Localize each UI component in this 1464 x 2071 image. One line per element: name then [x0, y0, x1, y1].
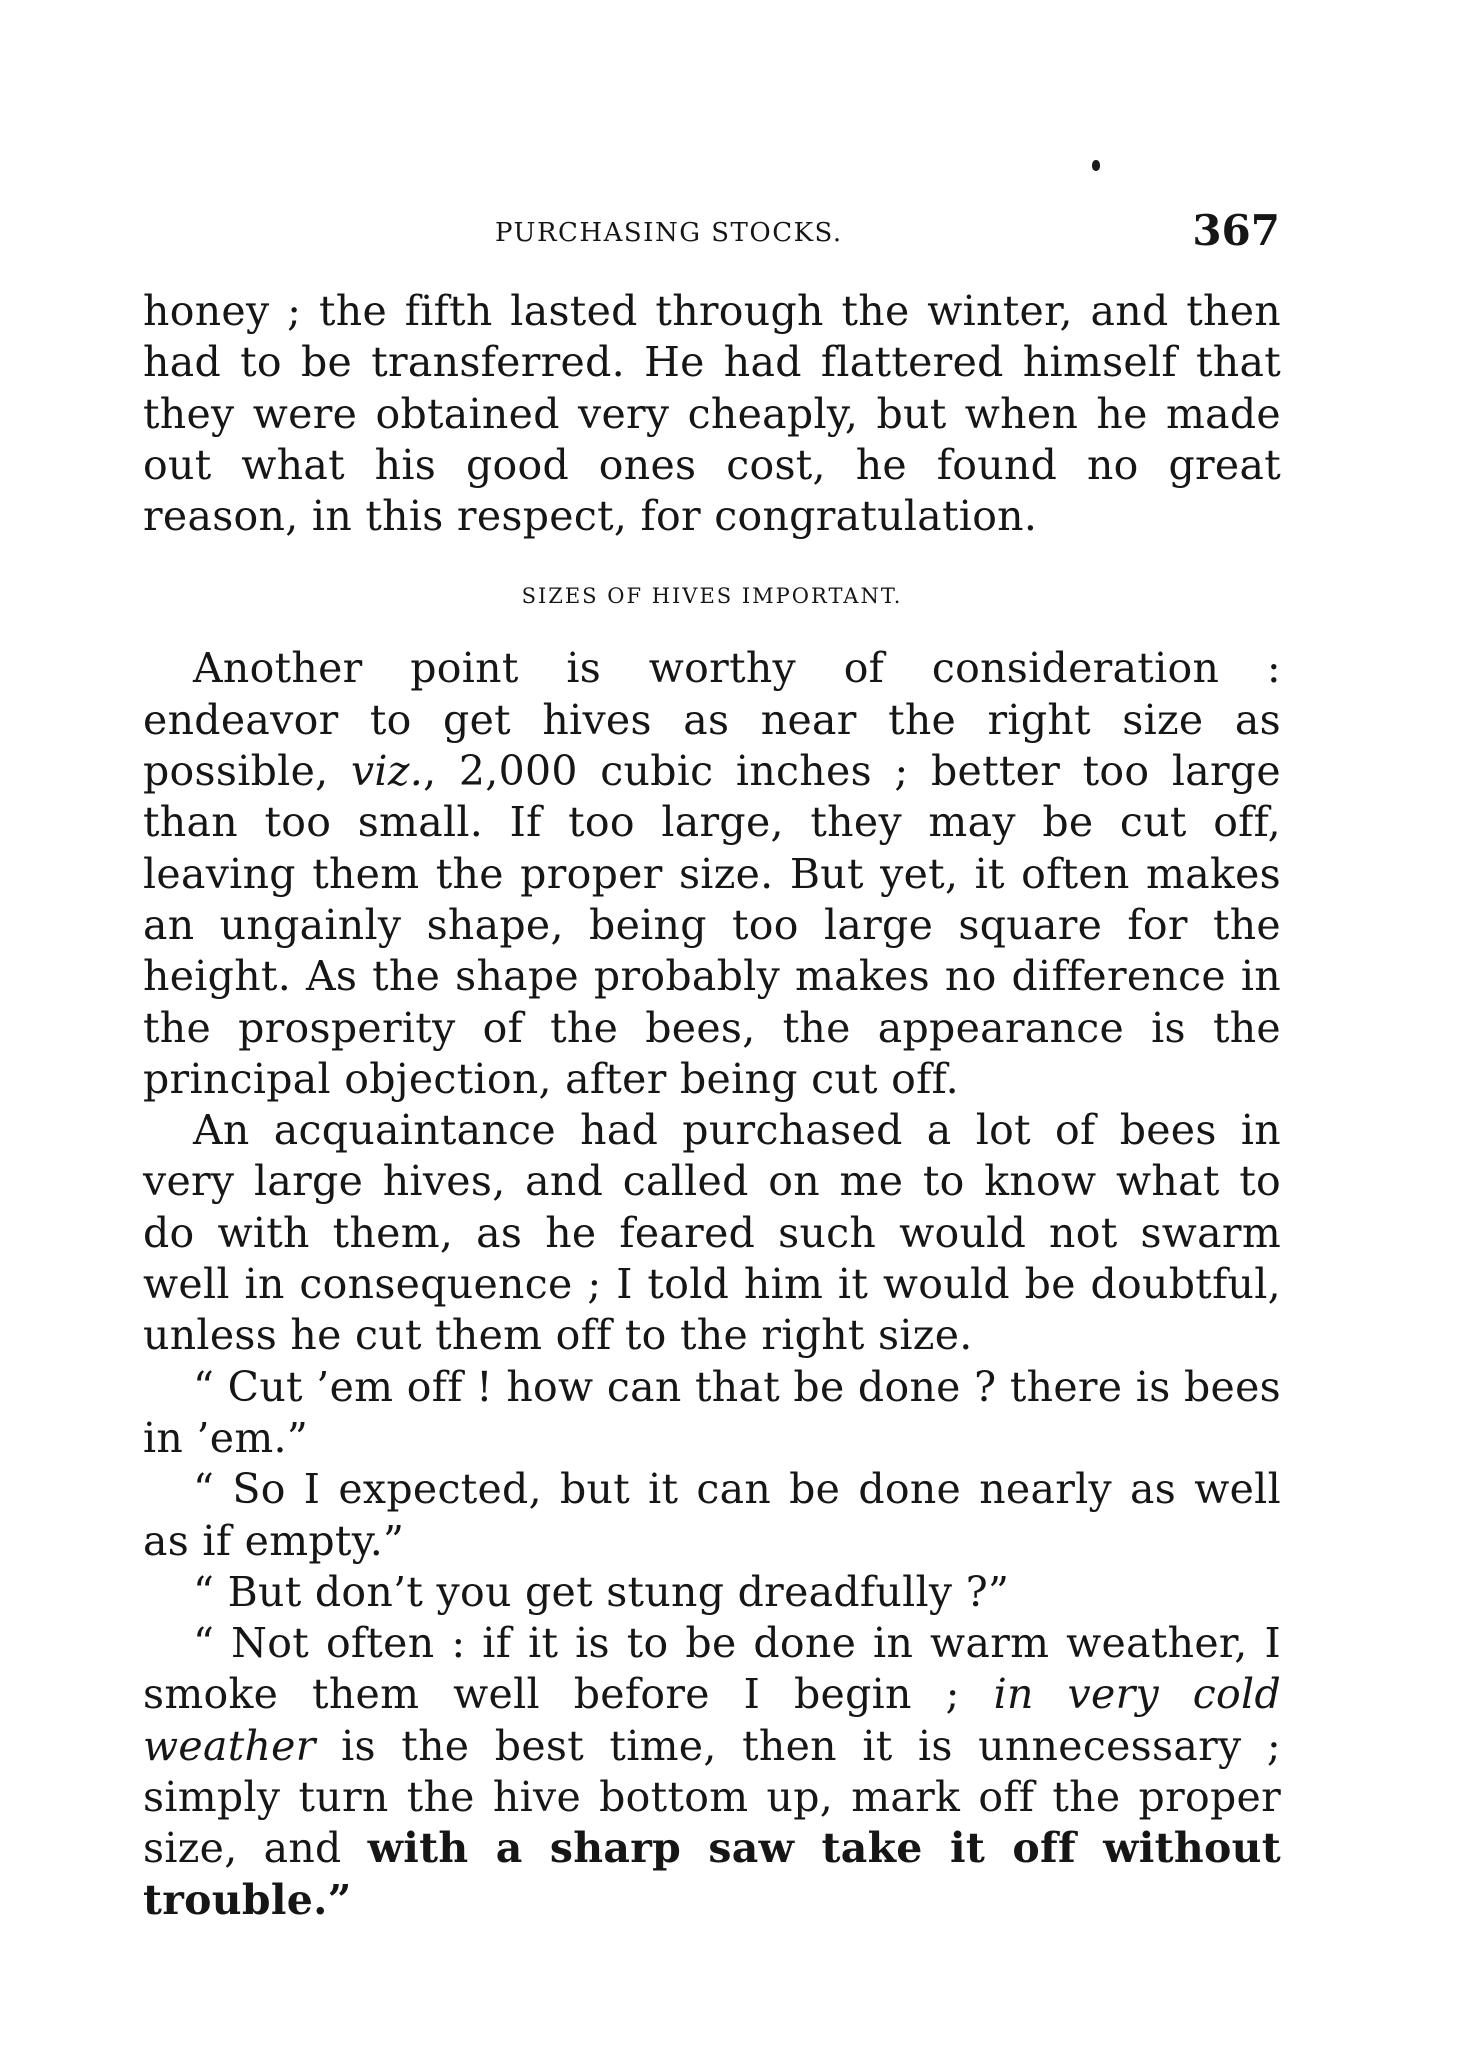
cold-weather-emphasis: in very cold weather	[143, 1670, 1281, 1770]
running-head	[145, 206, 1280, 260]
dialogue-line-3: “ But don’t you get stung dreadfully ?”	[193, 1567, 1010, 1616]
ink-speck	[1092, 160, 1100, 171]
paragraph-hive-size-part-2: , 2,000 cubic inches ; better too large than too small. If too large, they may be cut off, leaving them the proper size. But yet, it often makes an ungainly shape, being too large square for the height. As the shape probably makes no difference in the prosperity of the bees, the appearance is the principal objection, after being cut off.	[143, 747, 1281, 1103]
paragraph-acquaintance: An acquaintance had purchased a lot of bees in very large hives, and called on me to know what to do with them, as he feared such would not swarm well in consequence ; I told him it would be doubtful, unless he cut them off to the right size.	[143, 1106, 1281, 1360]
paragraph-continued: honey ; the fifth lasted through the winter, and then had to be transferred. He had flattered himself that they were obtained very cheaply, but when he made out what his good ones cost, he found no great reason, in this respect, for congratulation.	[143, 287, 1281, 541]
dialogue-line-1: “ Cut ’em off ! how can that be done ? there is bees in ’em.”	[143, 1362, 1281, 1462]
page-number: 367	[1192, 206, 1280, 255]
dialogue-line-2: “ So I expected, but it can be done nearly as well as if empty.”	[143, 1465, 1281, 1565]
paragraph-hive-size-part-1: Another point is worthy of consideration : endeavor to get hives as near the right size as possible,	[143, 644, 1281, 796]
dialogue-line-4	[143, 1618, 1281, 1926]
dialogue-line-4-part-2: is the best time, then it is unnecessary ; simply turn the hive bottom up, mark off the proper size, and	[143, 1721, 1281, 1873]
viz-abbreviation: viz.	[350, 747, 424, 796]
body-text	[143, 286, 1281, 1926]
running-title: PURCHASING STOCKS.	[495, 218, 843, 248]
dialogue-line-4-part-1: “ Not often : if it is to be done in warm weather, I smoke them well before I begin ;	[143, 1619, 1281, 1719]
dialogue-line-4-part-3: with a sharp saw take it off without trouble.”	[143, 1824, 1281, 1924]
paragraph-hive-size	[143, 643, 1281, 1105]
section-heading: SIZES OF HIVES IMPORTANT.	[521, 584, 903, 609]
